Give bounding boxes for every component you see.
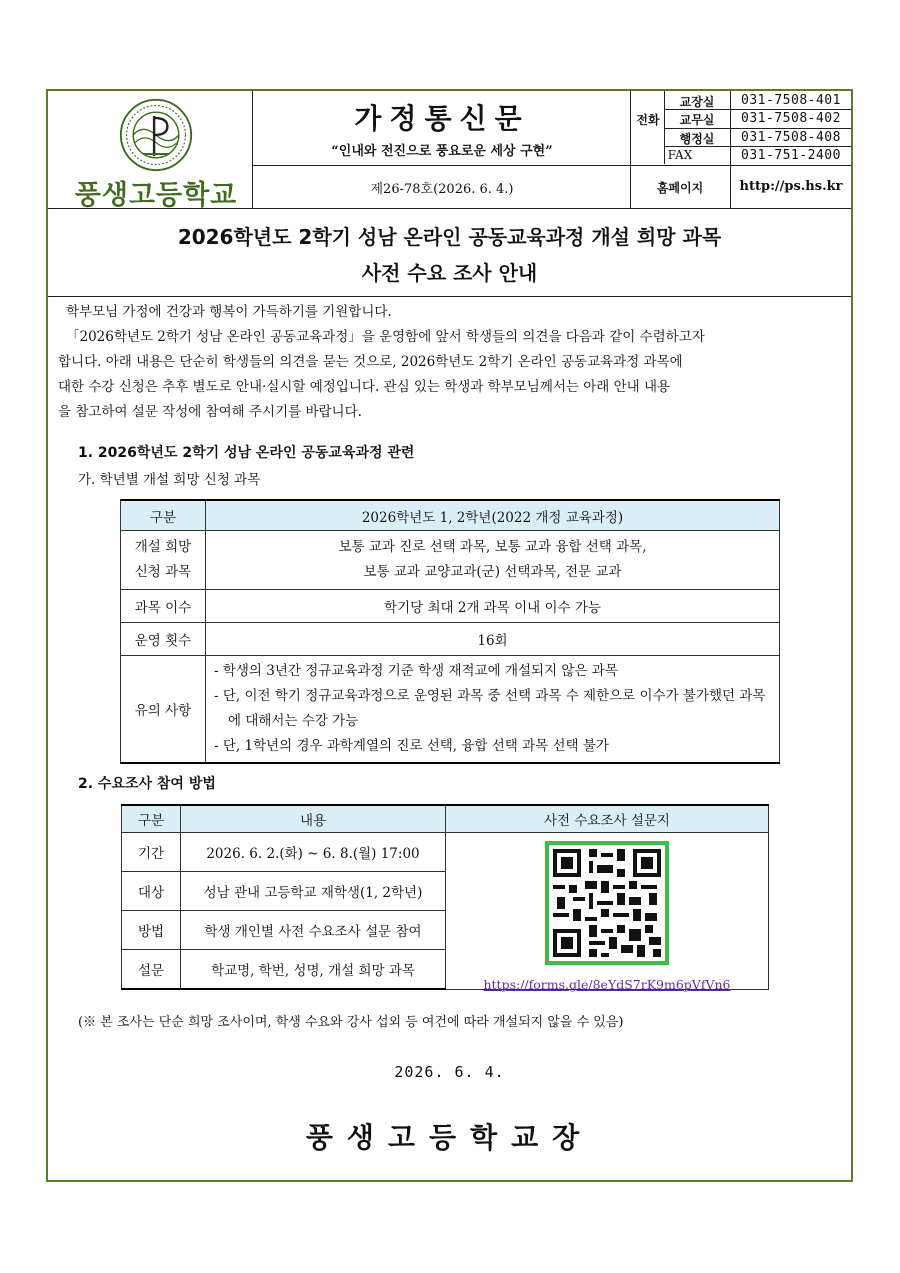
- intro-line: 대한 수강 신청은 추후 별도로 안내·실시할 예정입니다. 관심 있는 학생과 학부모님께서는 아래 안내 내용: [58, 379, 671, 395]
- intro-line: 을 참고하여 설문 작성에 참여해 주시기를 바랍니다.: [58, 404, 362, 420]
- intro-text: [58, 300, 848, 425]
- table-header-cell: 구분: [122, 805, 181, 833]
- contact-number: 031-7508-401: [741, 93, 841, 108]
- contact-label: 행정실: [679, 132, 715, 146]
- row-value: 학기당 최대 2개 과목 이내 이수 가능: [206, 590, 780, 623]
- newsletter-frame: [46, 89, 853, 1182]
- row-label: 운영 횟수: [121, 623, 206, 656]
- note-item: - 학생의 3년간 정규교육과정 기준 학생 재적교에 개설되지 않은 과목: [214, 663, 618, 679]
- issue-number: 제26-78호(2026. 6. 4.): [370, 182, 514, 197]
- footnote: (※ 본 조사는 단순 희망 조사이며, 학생 수요와 강사 섭외 등 여건에 따라 개설되지 않을 수 있음): [78, 1015, 624, 1030]
- survey-qr-cell: [446, 833, 769, 990]
- table-row: [121, 623, 780, 656]
- table-row: [121, 531, 780, 590]
- contact-label: 교무실: [679, 113, 715, 127]
- table-row: [121, 590, 780, 623]
- row-value: 보통 교과 진로 선택 과목, 보통 교과 융합 선택 과목, 보통 교과 교양교과(군) 선택과목, 전문 교과: [206, 531, 780, 590]
- contact-number: 031-7508-408: [741, 130, 841, 145]
- note-item: - 단, 이전 학기 정규교육과정으로 운영된 과목 중 선택 과목 수 제한으로 이수가 불가했던 과목에 대해서는 수강 가능: [214, 688, 766, 729]
- section-1-subheading: 가. 학년별 개설 희망 신청 과목: [78, 472, 261, 488]
- greeting: 학부모님 가정에 건강과 행복이 가득하기를 기원합니다.: [66, 304, 392, 320]
- qr-code-icon[interactable]: [545, 841, 669, 965]
- headline-line-2: 사전 수요 조사 안내: [361, 261, 538, 285]
- survey-link[interactable]: https://forms.gle/8eYdS7rK9m6pVfVn6: [483, 977, 731, 992]
- row-label: 과목 이수: [121, 590, 206, 623]
- section-2-heading: 2. 수요조사 참여 방법: [78, 776, 216, 792]
- row-value: 2026. 6. 2.(화) ~ 6. 8.(월) 17:00: [181, 833, 446, 872]
- contact-label: 교장실: [679, 95, 715, 109]
- homepage-label: 홈페이지: [656, 181, 704, 195]
- school-seal-icon: [118, 97, 194, 173]
- issue-date: 2026. 6. 4.: [394, 1063, 505, 1081]
- note-item: - 단, 1학년의 경우 과학계열의 진로 선택, 융합 선택 과목 선택 불가: [214, 738, 609, 754]
- row-value: 학생 개인별 사전 수요조사 설문 참여: [181, 911, 446, 950]
- subjects-table: [120, 499, 780, 764]
- row-label: 설문: [122, 950, 181, 990]
- fax-label: FAX: [667, 148, 693, 162]
- table-header-cell: 구분: [121, 500, 206, 531]
- table-row: [122, 833, 769, 872]
- row-label: 기간: [122, 833, 181, 872]
- row-value: 16회: [206, 623, 780, 656]
- row-label: 대상: [122, 872, 181, 911]
- school-logo: [54, 95, 250, 211]
- table-header-cell: 사전 수요조사 설문지: [446, 805, 769, 833]
- table-header-cell: 내용: [181, 805, 446, 833]
- row-label: 방법: [122, 911, 181, 950]
- phone-label: 전화: [636, 113, 660, 127]
- principal-signature: 풍생고등학교장: [305, 1121, 594, 1154]
- headline-line-1: 2026학년도 2학기 성남 온라인 공동교육과정 개설 희망 과목: [177, 225, 722, 249]
- newsletter-title: 가정통신문: [354, 102, 530, 135]
- row-label: 유의 사항: [121, 656, 206, 764]
- intro-line: 「2026학년도 2학기 성남 온라인 공동교육과정」을 운영함에 앞서 학생들의 의견을 다음과 같이 수렴하고자: [66, 329, 705, 345]
- fax-number: 031-751-2400: [741, 148, 841, 163]
- table-header-cell: 2026학년도 1, 2학년(2022 개정 교육과정): [206, 500, 780, 531]
- row-value: 성남 관내 고등학교 재학생(1, 2학년): [181, 872, 446, 911]
- table-row: [121, 656, 780, 764]
- row-value: 학교명, 학번, 성명, 개설 희망 과목: [181, 950, 446, 990]
- school-name: 풍생고등학교: [74, 180, 238, 211]
- letterhead: [48, 91, 851, 209]
- contact-number: 031-7508-402: [741, 111, 841, 126]
- intro-line: 합니다. 아래 내용은 단순히 학생들의 의견을 묻는 것으로, 2026학년도 2학기 온라인 공동교육과정 과목에: [58, 354, 683, 370]
- homepage-url: http://ps.hs.kr: [739, 179, 843, 194]
- row-label: 개설 희망 신청 과목: [121, 531, 206, 590]
- notes-cell: [206, 656, 780, 764]
- school-motto: “인내와 전진으로 풍요로운 세상 구현”: [331, 144, 553, 159]
- survey-table: [121, 804, 769, 990]
- section-1-heading: 1. 2026학년도 2학기 성남 온라인 공동교육과정 관련: [78, 445, 415, 461]
